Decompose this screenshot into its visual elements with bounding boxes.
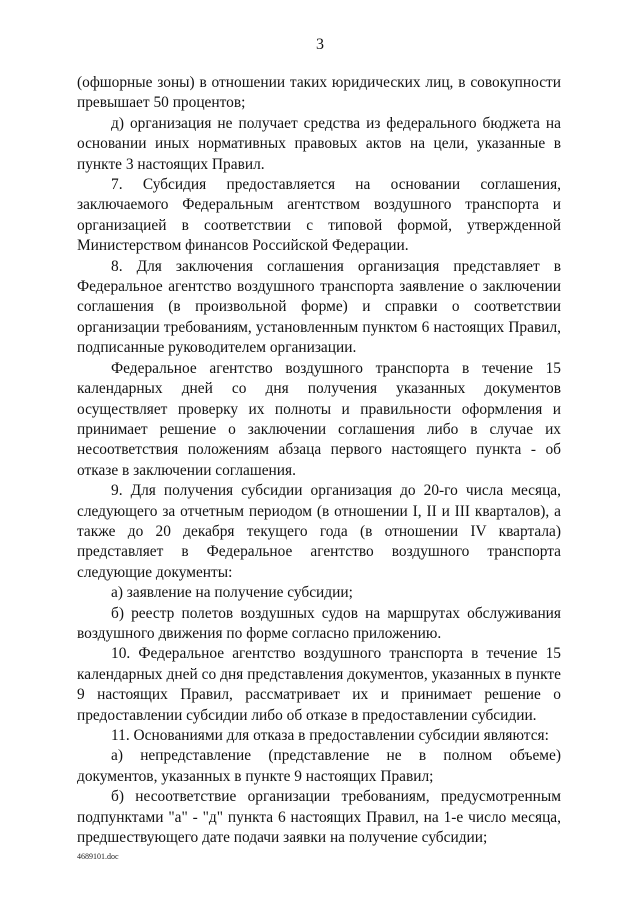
paragraph: а) заявление на получение субсидии; (111, 584, 353, 602)
paragraph: б) несоответствие организации требованиям, предусмотренным подпунктами "а" - "д" пункта 6 настоящих Правил, на 1-е число месяца, предшествующего дате подачи заявки на получение субсидии; (77, 788, 561, 847)
paragraph: 11. Основаниями для отказа в предоставлении субсидии являются: (111, 727, 549, 744)
document-body (77, 73, 561, 848)
paragraph: д) организация не получает средства из федерального бюджета на основании иных нормативных правовых актов на цели, указанные в пункте 3 настоящих Правил. (77, 114, 561, 173)
paragraph: б) реестр полетов воздушных судов на маршрутах обслуживания воздушного движения по форме согласно приложению. (77, 604, 561, 642)
paragraph: 8. Для заключения соглашения организация представляет в Федеральное агентство воздушного транспорта заявление о заключении соглашения (в произвольной форме) и справки о соответствии организации требованиям, установленным пунктом 6 настоящих Правил, подписанные руководителем организации. (77, 257, 561, 357)
paragraph: (офшорные зоны) в отношении таких юридических лиц, в совокупности превышает 50 процентов; (77, 74, 561, 112)
paragraph: а) непредставление (представление не в полном объеме) документов, указанных в пункте 9 настоящих Правил; (77, 747, 561, 785)
paragraph: 10. Федеральное агентство воздушного транспорта в течение 15 календарных дней со дня представления документов, указанных в пункте 9 настоящих Правил, рассматривает их и принимает решение о предоставлении субсидии либо об отказе в предоставлении субсидии. (77, 645, 561, 724)
paragraph: Федеральное агентство воздушного транспорта в течение 15 календарных дней со дня получения указанных документов осуществляет проверку их полноты и правильности оформления и принимает решение о заключении соглашения либо в случае их несоответствия положениям абзаца первого настоящего пункта - об отказе в заключении соглашения. (77, 359, 561, 479)
page-number: 3 (316, 36, 324, 53)
footer-document-code: 4689101.doc (77, 852, 119, 861)
paragraph: 7. Субсидия предоставляется на основании соглашения, заключаемого Федеральным агентством воздушного транспорта и организацией в соответствии с типовой формой, утвержденной Министерством финансов Российской Федерации. (77, 176, 561, 255)
paragraph: 9. Для получения субсидии организация до 20-го числа месяца, следующего за отчетным периодом (в отношении I, II и III кварталов), а также до 20 декабря текущего года (в отношении IV квартала) представляет в Федеральное агентство воздушного транспорта следующие документы: (77, 482, 561, 581)
